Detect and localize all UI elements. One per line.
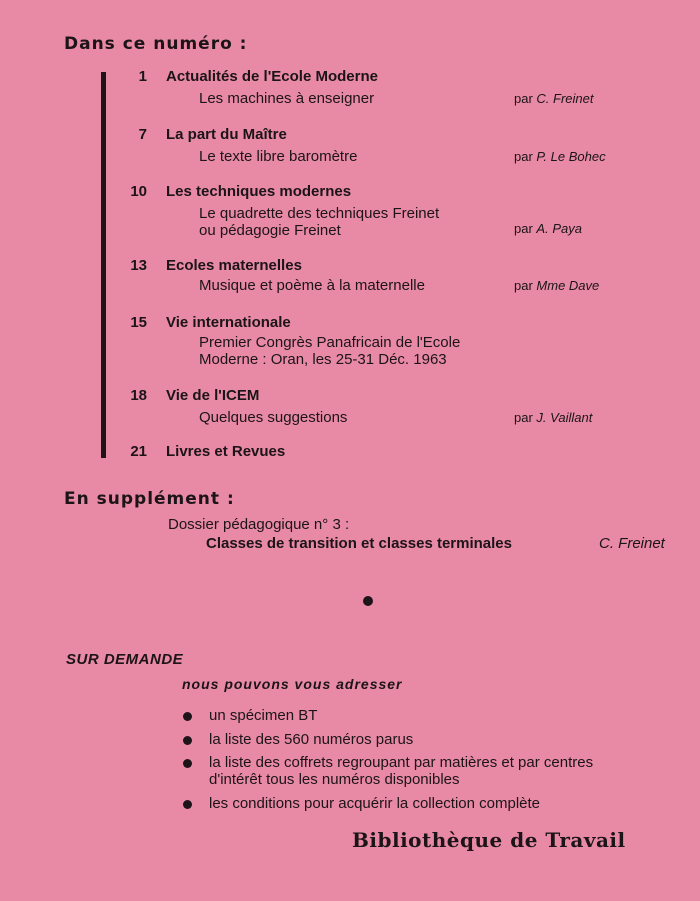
toc-title: Vie de l'ICEM xyxy=(166,387,260,404)
separator-dot xyxy=(363,596,373,606)
list-item-text: un spécimen BT xyxy=(209,707,318,724)
toc-author: par C. Freinet xyxy=(514,91,594,106)
list-item-text: la liste des 560 numéros parus xyxy=(209,731,414,748)
supplement-title: Classes de transition et classes terminales xyxy=(206,535,512,552)
toc-title: Actualités de l'Ecole Moderne xyxy=(166,68,378,85)
toc-title: Livres et Revues xyxy=(166,443,286,460)
toc-page-number: 7 xyxy=(138,126,147,143)
list-item-text: d'intérêt tous les numéros disponibles xyxy=(209,771,460,788)
toc-subtitle: Premier Congrès Panafricain de l'Ecole xyxy=(199,334,461,351)
supplement-heading: En supplément : xyxy=(64,489,235,509)
toc-subtitle: Musique et poème à la maternelle xyxy=(199,277,425,294)
toc-subtitle: Quelques suggestions xyxy=(199,409,348,426)
demand-subtitle: nous pouvons vous adresser xyxy=(182,676,403,692)
toc-subtitle: Le texte libre baromètre xyxy=(199,148,358,165)
toc-page-number: 18 xyxy=(130,387,147,404)
supplement-author: C. Freinet xyxy=(599,535,665,552)
supplement-dossier: Dossier pédagogique n° 3 : xyxy=(168,516,350,533)
toc-title: Vie internationale xyxy=(166,314,291,331)
demand-heading: SUR DEMANDE xyxy=(66,651,184,668)
list-item-text: la liste des coffrets regroupant par matières et par centres xyxy=(209,754,594,771)
toc-subtitle: Le quadrette des techniques Freinet xyxy=(199,205,440,222)
toc-author: par J. Vaillant xyxy=(514,410,593,425)
toc-page-number: 15 xyxy=(130,314,147,331)
toc-page-number: 1 xyxy=(138,68,147,85)
toc-author: par Mme Dave xyxy=(514,278,600,293)
toc-page-number: 13 xyxy=(130,257,147,274)
toc-page-number: 10 xyxy=(130,183,147,200)
bullet-icon xyxy=(183,712,192,721)
bullet-icon xyxy=(183,759,192,768)
toc-heading: Dans ce numéro : xyxy=(64,34,248,54)
bullet-icon xyxy=(183,736,192,745)
toc-title: La part du Maître xyxy=(166,126,287,143)
toc-author: par P. Le Bohec xyxy=(514,149,606,164)
list-item-text: les conditions pour acquérir la collection complète xyxy=(209,795,541,812)
toc-subtitle: Les machines à enseigner xyxy=(199,90,375,107)
toc-page-number: 21 xyxy=(130,443,147,460)
toc-subtitle: Moderne : Oran, les 25-31 Déc. 1963 xyxy=(199,351,447,368)
publisher-name: Bibliothèque de Travail xyxy=(352,828,626,852)
toc-title: Les techniques modernes xyxy=(166,183,352,200)
bullet-icon xyxy=(183,800,192,809)
toc-subtitle: ou pédagogie Freinet xyxy=(199,222,341,239)
toc-title: Ecoles maternelles xyxy=(166,257,302,274)
toc-author: par A. Paya xyxy=(514,221,582,236)
